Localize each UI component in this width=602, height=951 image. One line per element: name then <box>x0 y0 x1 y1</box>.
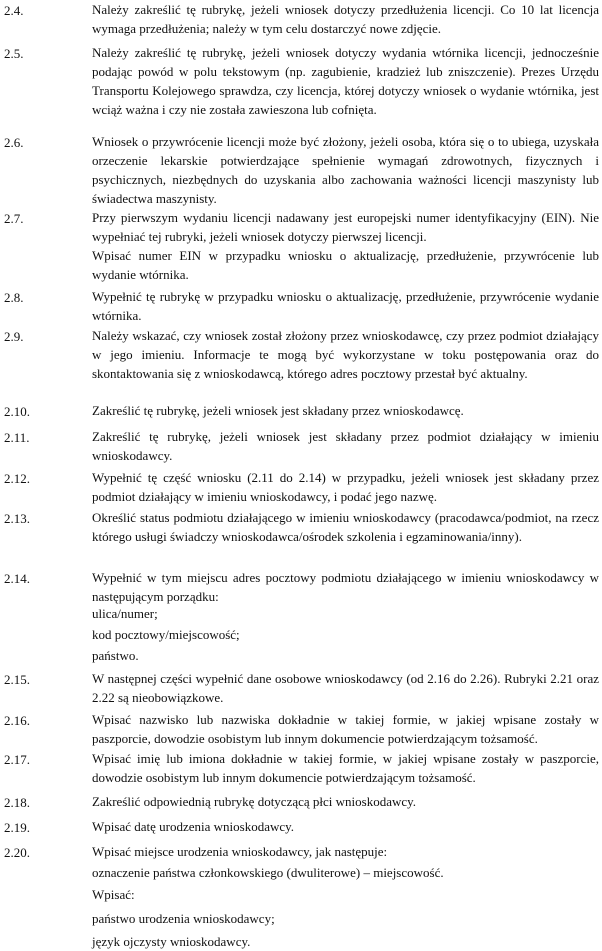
item-text: Wypełnić tę część wniosku (2.11 do 2.14) w przypadku, jeżeli wniosek jest składany przez podmiot działający w imieniu wnioskodawcy, i podać jego nazwę. <box>92 470 599 504</box>
item-number: 2.8. <box>4 290 24 305</box>
item-number: 2.11. <box>4 430 30 445</box>
item-number: 2.9. <box>4 329 24 344</box>
item-text: Wniosek o przywrócenie licencji może być złożony, jeżeli osoba, która się o to ubiega, uzyskała orzeczenie lekarskie potwierdzające spełnienie wymagań zdrowotnych, fizycznych i psychicznych, niezbędnych do uzyskania albo zachowania ważności licencji maszynisty lub świadectwa maszynisty. <box>92 134 599 206</box>
item-text: państwo urodzenia wnioskodawcy; <box>92 911 275 926</box>
item-text: Wpisać nazwisko lub nazwiska dokładnie w takiej formie, w jakiej wpisane zostały w paszporcie, dowodzie osobistym lub innym dokumencie potwierdzającym tożsamość. <box>92 712 599 746</box>
item-text: W następnej części wypełnić dane osobowe wnioskodawcy (od 2.16 do 2.26). Rubryki 2.21 oraz 2.22 są nieobowiązkowe. <box>92 671 599 705</box>
item-text: Zakreślić odpowiednią rubrykę dotyczącą płci wnioskodawcy. <box>92 794 417 809</box>
item-number: 2.18. <box>4 795 30 810</box>
item-number: 2.19. <box>4 820 30 835</box>
item-text: Należy zakreślić tę rubrykę, jeżeli wniosek dotyczy wydania wtórnika licencji, jednocześnie podając powód w polu tekstowym (np. zagubienie, kradzież lub zniszczenie). Prezes Urzędu Transportu Kolejowego sprawdza, czy licencja, której dotyczy wniosek o wydanie wtórnika, jest wciąż ważna i czy nie została zawieszona lub cofnięta. <box>92 45 599 117</box>
item-text: Wpisać imię lub imiona dokładnie w takiej formie, w jakiej wpisane zostały w paszporcie, dowodzie osobistym lub innym dokumencie potwierdzającym tożsamość. <box>92 751 599 785</box>
item-number: 2.10. <box>4 404 30 419</box>
item-text: Zakreślić tę rubrykę, jeżeli wniosek jest składany przez wnioskodawcę. <box>92 403 464 418</box>
item-number: 2.6. <box>4 135 24 150</box>
item-number: 2.17. <box>4 752 30 767</box>
item-number: 2.12. <box>4 471 30 486</box>
item-text: Przy pierwszym wydaniu licencji nadawany jest europejski numer identyfikacyjny (EIN). Nie wypełniać tej rubryki, jeżeli wniosek dotyczy pierwszej licencji. <box>92 210 599 244</box>
item-text: Wpisać datę urodzenia wnioskodawcy. <box>92 819 295 834</box>
item-number: 2.13. <box>4 511 30 526</box>
item-text: Wpisać numer EIN w przypadku wniosku o aktualizację, przedłużenie, przywrócenie lub wydanie wtórnika. <box>92 248 599 282</box>
item-text: Wpisać miejsce urodzenia wnioskodawcy, jak następuje: <box>92 844 388 859</box>
address-line-country: państwo. <box>92 648 139 663</box>
item-number: 2.14. <box>4 571 30 586</box>
item-text: język ojczysty wnioskodawcy. <box>92 934 251 949</box>
item-number: 2.5. <box>4 46 24 61</box>
address-line-postal: kod pocztowy/miejscowość; <box>92 627 240 642</box>
item-text: oznaczenie państwa członkowskiego (dwuliterowe) – miejscowość. <box>92 865 444 880</box>
item-text: Zakreślić tę rubrykę, jeżeli wniosek jest składany przez podmiot działający w imieniu wnioskodawcy. <box>92 429 599 463</box>
item-text: Wypełnić w tym miejscu adres pocztowy podmiotu działającego w imieniu wnioskodawcy w następującym porządku: <box>92 570 599 604</box>
item-text: Określić status podmiotu działającego w imieniu wnioskodawcy (pracodawca/podmiot, na rzecz którego usługi świadczy wnioskodawca/ośrodek szkolenia i egzaminowania/inny). <box>92 510 599 544</box>
item-number: 2.4. <box>4 3 24 18</box>
item-number: 2.15. <box>4 672 30 687</box>
item-text: Należy wskazać, czy wniosek został złożony przez wnioskodawcę, czy przez podmiot działający w jego imieniu. Informacje te mogą być wykorzystane w toku postępowania oraz do skontaktowania się z wnioskodawcą, którego adres pocztowy przestał być aktualny. <box>92 328 599 381</box>
item-number: 2.16. <box>4 713 30 728</box>
item-text: Wypełnić tę rubrykę w przypadku wniosku o aktualizację, przedłużenie, przywrócenie wydanie wtórnika. <box>92 289 599 323</box>
item-text: Wpisać: <box>92 887 135 902</box>
item-number: 2.20. <box>4 845 30 860</box>
address-line-street: ulica/numer; <box>92 606 158 621</box>
item-text: Należy zakreślić tę rubrykę, jeżeli wniosek dotyczy przedłużenia licencji. Co 10 lat licencja wymaga przedłużenia; należy w tym celu dostarczyć nowe zdjęcie. <box>92 2 599 36</box>
item-number: 2.7. <box>4 211 24 226</box>
